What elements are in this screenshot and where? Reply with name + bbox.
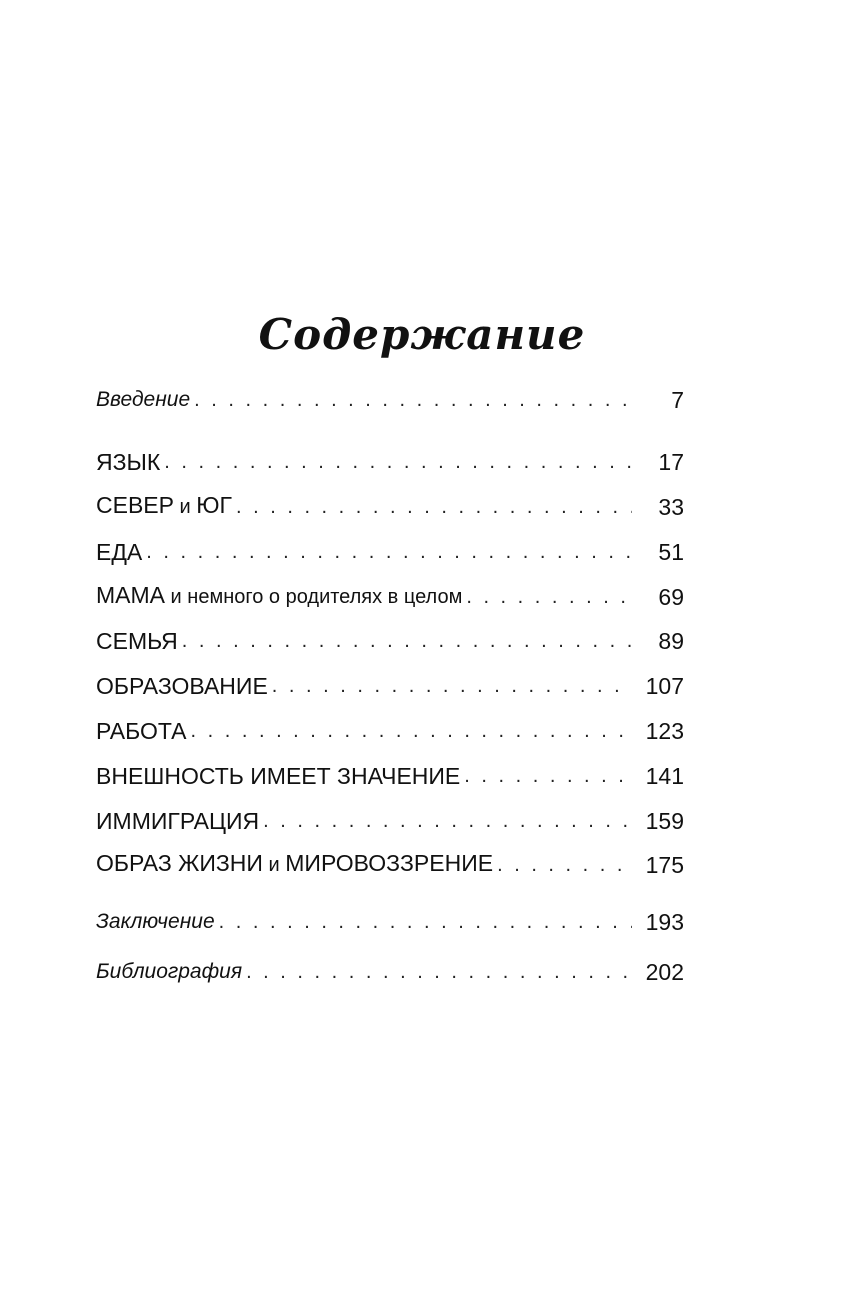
toc-entry-north-south[interactable] (96, 491, 684, 523)
toc-page-number: 17 (658, 449, 684, 475)
toc-entry-label: Введение (96, 388, 191, 411)
toc-label-part: МИРОВОЗЗРЕНИЕ (285, 850, 494, 876)
toc-entry-immigration[interactable] (96, 805, 684, 837)
toc-entry-label (96, 847, 497, 881)
toc-entry-introduction[interactable] (96, 384, 684, 416)
toc-label-part: и (262, 854, 286, 876)
toc-entry-lifestyle[interactable] (96, 849, 684, 881)
toc-page-number: 7 (671, 387, 684, 413)
toc-entry-mother[interactable] (96, 581, 684, 613)
dot-leader (236, 491, 632, 523)
toc-page-number: 141 (645, 763, 684, 789)
toc-entry-label: ИММИГРАЦИЯ (96, 808, 260, 834)
toc-page-number: 193 (645, 909, 684, 935)
page-title: Содержание (258, 310, 586, 359)
toc-label-part: ЮГ (196, 492, 232, 518)
toc-page-number: 123 (645, 718, 684, 744)
toc-entry-family[interactable] (96, 625, 684, 657)
dot-leader (164, 446, 632, 478)
toc-page-number: 51 (658, 539, 684, 565)
dot-leader (191, 715, 633, 747)
dot-leader (182, 625, 632, 657)
toc-entry-label: Библиография (96, 960, 243, 983)
toc-label-part: и немного о родителях в целом (165, 586, 463, 608)
dot-leader (146, 536, 632, 568)
dot-leader (464, 760, 632, 792)
toc-page-number: 202 (645, 959, 684, 985)
toc-entry-language[interactable] (96, 446, 684, 478)
toc-entry-label: РАБОТА (96, 718, 187, 744)
toc-page-number: 159 (645, 808, 684, 834)
toc-entry-label (96, 489, 236, 523)
toc-page-number: 175 (645, 852, 684, 878)
dot-leader (246, 956, 632, 988)
toc-entry-label (96, 579, 466, 613)
toc-entry-education[interactable] (96, 670, 684, 702)
dot-leader (263, 805, 632, 837)
toc-entry-label: СЕМЬЯ (96, 628, 178, 654)
toc-entry-label: ЕДА (96, 539, 143, 565)
toc-label-part: ОБРАЗ ЖИЗНИ (96, 850, 263, 876)
toc-label-part: и (173, 496, 197, 518)
dot-leader (497, 849, 632, 881)
toc-entry-label: ВНЕШНОСТЬ ИМЕЕТ ЗНАЧЕНИЕ (96, 763, 461, 789)
dot-leader (194, 384, 632, 416)
dot-leader (219, 906, 632, 938)
toc-label-part: СЕВЕР (96, 492, 174, 518)
toc-entry-label: ЯЗЫК (96, 449, 161, 475)
toc-entry-work[interactable] (96, 715, 684, 747)
toc-entry-label: Заключение (96, 910, 215, 933)
toc-entry-appearance[interactable] (96, 760, 684, 792)
toc-page-number: 33 (658, 494, 684, 520)
dot-leader (466, 581, 632, 613)
toc-page-number: 89 (658, 628, 684, 654)
toc-entry-label: ОБРАЗОВАНИЕ (96, 673, 268, 699)
toc-label-part: МАМА (96, 582, 165, 608)
toc-entry-conclusion[interactable] (96, 906, 684, 938)
toc-entry-food[interactable] (96, 536, 684, 568)
toc-page-number: 107 (645, 673, 684, 699)
toc-page-number: 69 (658, 584, 684, 610)
toc-entry-bibliography[interactable] (96, 956, 684, 988)
dot-leader (272, 670, 632, 702)
